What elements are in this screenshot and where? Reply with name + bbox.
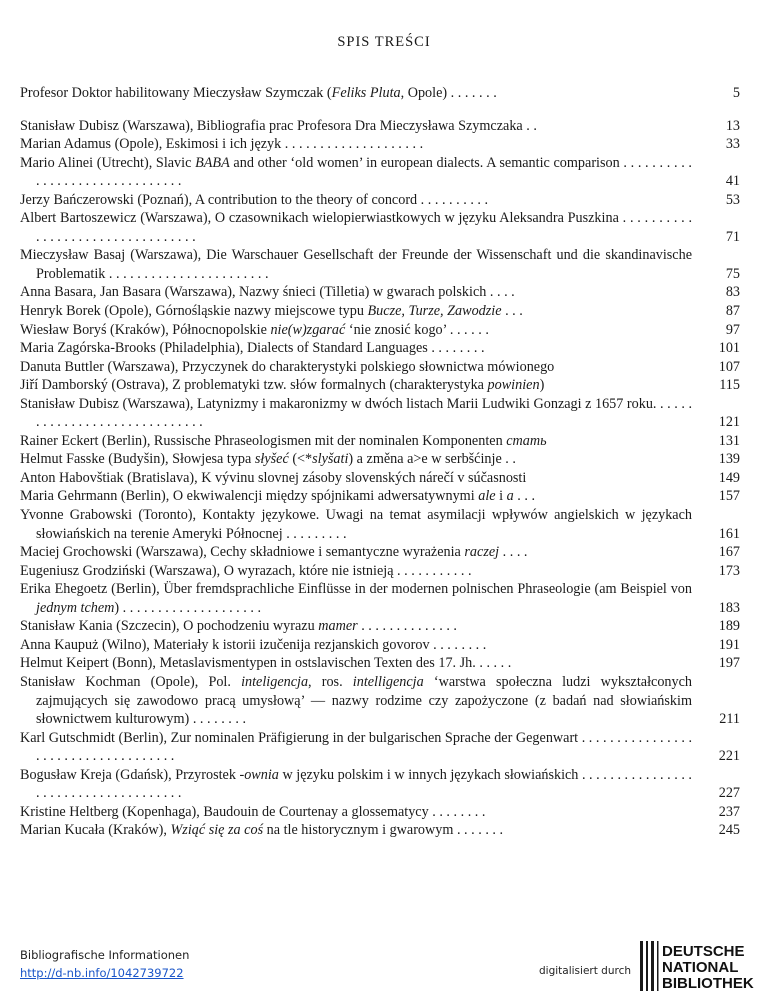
toc-entry-text: Helmut Keipert (Bonn), Metaslavismentypen in ostslavischen Texten des 17. Jh. . . . . . [20, 655, 512, 672]
toc-entry [20, 821, 740, 840]
dnb-logo-stripes [640, 941, 659, 991]
dnb-logo [640, 941, 764, 991]
toc-entry-page: 157 [718, 488, 740, 505]
page-title: SPIS TREŚCI [337, 34, 431, 50]
toc-entry [20, 321, 740, 340]
toc-entry-text: Karl Gutschmidt (Berlin), Zur nominalen Präfigierung in der bulgarischen Sprache der Gegenwart . . . . . . . . . . . . . . . . . . . . . . . . . . . . . . . . . . . . [20, 729, 692, 765]
toc-entry-text: Anna Kaupuż (Wilno), Materiały k istorii izučenija rezjanskich govorov . . . . . . . . [20, 636, 487, 653]
digitized-by-label: digitalisiert durch [539, 965, 632, 977]
toc-entry [20, 209, 740, 246]
toc-entry [20, 562, 740, 581]
toc-entry-text: Erika Ehegoetz (Berlin), Über fremdsprachliche Einflüsse in der modernen polnischen Phraseologie (am Beispiel von jednym tchem) . . . . . . . . . . . . . . . . . . . . [20, 581, 692, 616]
toc-entry-page: 167 [718, 544, 740, 561]
toc-gap [20, 103, 740, 117]
toc-entry-text: Jiří Damborský (Ostrava), Z problematyki tzw. słów formalnych (charakterystyka powinien) [20, 377, 545, 394]
logo-line-1: DEUTSCHE [662, 943, 745, 960]
toc-entry [20, 117, 740, 136]
toc-entry-page: 227 [718, 785, 740, 802]
toc-entry-page: 131 [718, 432, 740, 449]
toc-entry [20, 432, 740, 451]
toc-entry [20, 395, 740, 432]
toc-entry-page: 237 [718, 803, 740, 820]
toc-entry [20, 358, 740, 377]
toc-entry-page: 191 [718, 636, 740, 653]
toc-entry-text: Mieczysław Basaj (Warszawa), Die Warschauer Gesellschaft der Freunde der Wissenschaft und die skandinavische Problematik . . . . . . . . . . . . . . . . . . . . . . . [20, 247, 692, 282]
toc-entry [20, 84, 740, 103]
toc-entry [20, 339, 740, 358]
table-of-contents [20, 84, 740, 840]
toc-entry [20, 673, 740, 729]
logo-line-2: NATIONAL [662, 959, 739, 976]
toc-entry [20, 450, 740, 469]
toc-entry-page: 121 [718, 414, 740, 431]
toc-entry-page: 83 [725, 284, 740, 301]
toc-entry-text: Stanisław Kania (Szczecin), O pochodzeniu wyrazu mamer . . . . . . . . . . . . . . [20, 618, 457, 635]
toc-entry-text: Profesor Doktor habilitowany Mieczysław Szymczak (Feliks Pluta, Opole) . . . . . . . [20, 85, 497, 101]
toc-entry-text: Yvonne Grabowski (Toronto), Kontakty językowe. Uwagi na temat asymilacji wpływów angielskich w językach słowiańskich na terenie Ameryki Północnej . . . . . . . . . [20, 507, 692, 542]
toc-entry-text: Danuta Buttler (Warszawa), Przyczynek do charakterystyki polskiego słownictwa mówionego [20, 358, 555, 375]
toc-entry [20, 636, 740, 655]
toc-entry [20, 154, 740, 191]
bibliographic-info [20, 948, 189, 980]
toc-entry-page: 101 [718, 340, 740, 357]
toc-entry-text: Maria Zagórska-Brooks (Philadelphia), Dialects of Standard Languages . . . . . . . . [20, 340, 485, 357]
toc-entry-page: 75 [725, 265, 740, 282]
toc-entry-text: Wiesław Boryś (Kraków), Północnopolskie nie(w)zgarać ‘nie znosić kogo’ . . . . . . [20, 321, 489, 338]
toc-entry [20, 376, 740, 395]
toc-entry [20, 654, 740, 673]
toc-entry-text: Albert Bartoszewicz (Warszawa), O czasownikach wielopierwiastkowych w języku Aleksandra Puszkina . . . . . . . . . . . . . . . . . . . . . . . . . . . . . . . . . [20, 210, 692, 245]
toc-entry-page: 183 [718, 599, 740, 616]
toc-entry-page: 107 [718, 358, 740, 375]
toc-entry-page: 245 [718, 822, 740, 839]
toc-entry-page: 87 [725, 303, 740, 320]
toc-entry-page: 173 [718, 562, 740, 579]
toc-entry [20, 283, 740, 302]
toc-entry-text: Anna Basara, Jan Basara (Warszawa), Nazwy śnieci (Tilletia) w gwarach polskich . . . . [20, 284, 515, 301]
toc-entry-text: Stanisław Kochman (Opole), Pol. inteligencja, ros. intelligencja ‘warstwa społeczna ludzi wykształconych zajmujących się zawodowo pracą umysłową’ — nazwy rodzime czy zapożyczone (z badań nad słowiańskim słownictwem kulturowym) . . . . . . . . [20, 673, 692, 728]
toc-entry-page: 161 [718, 525, 740, 542]
toc-entry [20, 469, 740, 488]
toc-entry-page: 189 [718, 618, 740, 635]
toc-entry [20, 543, 740, 562]
toc-entry-text: Marian Kucała (Kraków), Wziąć się za coś na tle historycznym i gwarowym . . . . . . . [20, 822, 504, 839]
toc-entry-page: 115 [719, 377, 740, 394]
toc-entry-page: 5 [732, 85, 740, 101]
toc-entry-page: 33 [725, 136, 740, 153]
toc-entry-text: Stanisław Dubisz (Warszawa), Bibliografia prac Profesora Dra Mieczysława Szymczaka . . [20, 117, 537, 134]
toc-entry-page: 71 [725, 228, 740, 245]
toc-entry [20, 135, 740, 154]
toc-entry-page: 53 [725, 191, 740, 208]
toc-entry [20, 617, 740, 636]
toc-entry-text: Maciej Grochowski (Warszawa), Cechy składniowe i semantyczne wyrażenia raczej . . . . [20, 544, 528, 561]
toc-entry-text: Jerzy Bańczerowski (Poznań), A contribution to the theory of concord . . . . . . . . . . [20, 191, 489, 208]
toc-entry-text: Marian Adamus (Opole), Eskimosi i ich język . . . . . . . . . . . . . . . . . . . . [20, 136, 424, 153]
toc-entry-text: Maria Gehrmann (Berlin), O ekwiwalencji między spójnikami adwersatywnymi ale i a . . . [20, 488, 535, 505]
toc-entry-page: 149 [718, 469, 740, 486]
toc-entry [20, 766, 740, 803]
toc-entry-text: Anton Habovštiak (Bratislava), K vývinu slovnej zásoby slovenských nárečí v súčasnosti [20, 469, 527, 486]
toc-entry [20, 506, 740, 543]
toc-entry-text: Eugeniusz Grodziński (Warszawa), O wyrazach, które nie istnieją . . . . . . . . . . . [20, 562, 472, 579]
toc-entry-page: 211 [719, 711, 740, 728]
toc-entry [20, 191, 740, 210]
toc-entry [20, 803, 740, 822]
toc-entry [20, 729, 740, 766]
logo-line-3: BIBLIOTHEK [662, 975, 754, 991]
toc-entry-page: 41 [725, 173, 740, 190]
toc-entry-text: Bogusław Kreja (Gdańsk), Przyrostek -ownia w języku polskim i w innych językach słowiańskich . . . . . . . . . . . . . . . . . . . . . . . . . . . . . . . . . . . . . [20, 766, 692, 802]
toc-entry-text: Rainer Eckert (Berlin), Russische Phraseologismen mit der nominalen Komponenten cmamь [20, 432, 547, 449]
bib-url-link[interactable]: http://d-nb.info/1042739722 [20, 966, 184, 980]
bib-label: Bibliografische Informationen [20, 948, 190, 962]
toc-entry-page: 97 [725, 321, 740, 338]
toc-entry-text: Stanisław Dubisz (Warszawa), Latynizmy i makaronizmy w dwóch listach Marii Ludwiki Gonzagi z 1657 roku. . . . . . . . . . . . . . . . . . . . . . . . . . . . . . [20, 395, 692, 431]
toc-entry-text: Helmut Fasske (Budyšin), Słowjesa typa słyšeć (<*slyšati) a změna a>e w serbšćinje . . [20, 451, 516, 468]
toc-entry [20, 487, 740, 506]
toc-entry [20, 246, 740, 283]
toc-entry-page: 13 [725, 117, 740, 134]
toc-entry-text: Henryk Borek (Opole), Górnośląskie nazwy miejscowe typu Bucze, Turze, Zawodzie . . . [20, 303, 523, 320]
toc-entry-page: 139 [718, 451, 740, 468]
toc-entry-page: 197 [718, 655, 740, 672]
toc-entry [20, 302, 740, 321]
toc-entry-text: Mario Alinei (Utrecht), Slavic BABA and other ‘old women’ in european dialects. A semantic comparison . . . . . . . . . . . . . . . . . . . . . . . . . . . . . . . [20, 154, 692, 190]
toc-entry [20, 580, 740, 617]
toc-entry-page: 221 [718, 748, 740, 765]
toc-entry-text: Kristine Heltberg (Kopenhaga), Baudouin de Courtenay a glossematycy . . . . . . . . [20, 803, 486, 820]
